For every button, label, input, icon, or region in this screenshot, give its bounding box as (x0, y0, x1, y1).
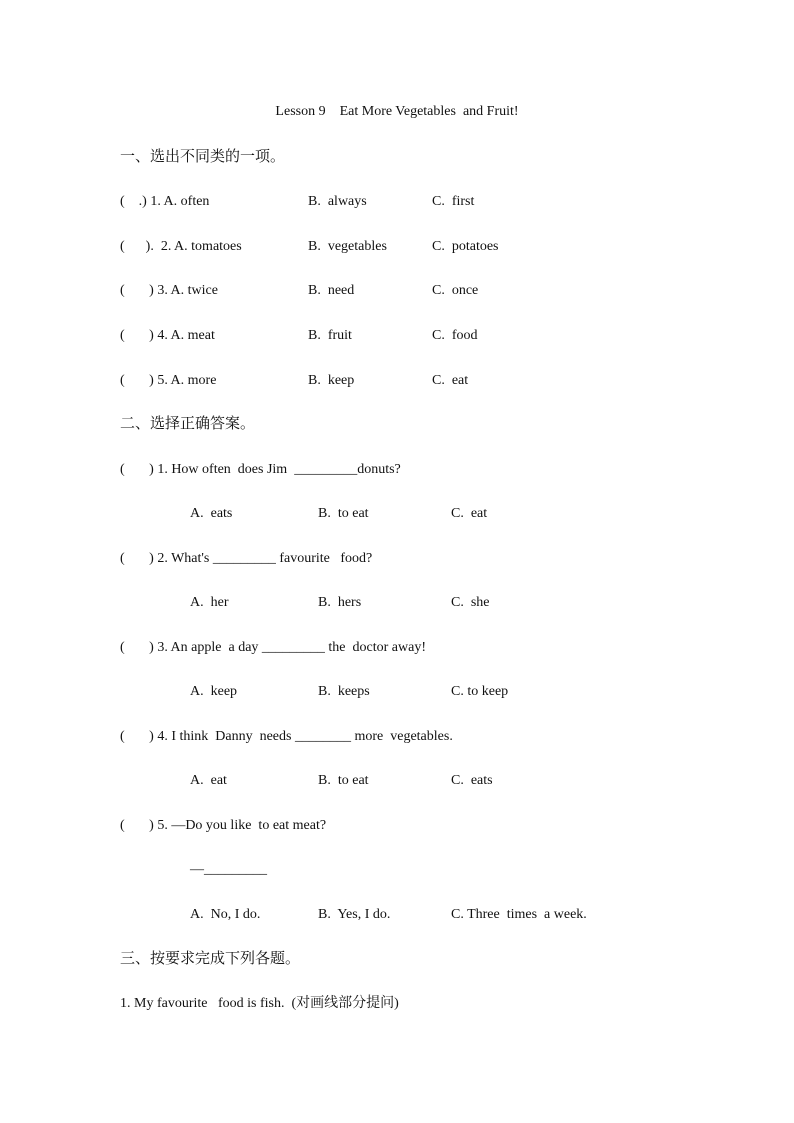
s1-q4-stem: ( ) 4. A. meat (120, 328, 215, 343)
s2-q3-question: ( ) 3. An apple a day _________ the doctor away! (120, 640, 426, 655)
s2-q4-option-c: C. eats (451, 773, 493, 788)
s2-q5-option-a: A. No, I do. (190, 907, 261, 922)
s1-q1-option-b: B. always (308, 194, 367, 209)
s1-q5-stem: ( ) 5. A. more (120, 373, 217, 388)
s1-q3-option-c: C. once (432, 283, 479, 298)
s2-q3-option-a: A. keep (190, 684, 238, 699)
s2-q2-option-b: B. hers (318, 595, 362, 610)
s2-q1-option-a: A. eats (190, 506, 233, 521)
s1-q2-stem: ( ). 2. A. tomatoes (120, 239, 242, 254)
s2-q2-question: ( ) 2. What's _________ favourite food? (120, 551, 373, 566)
s2-q5-option-c: C. Three times a week. (451, 907, 587, 922)
s1-q5-option-c: C. eat (432, 373, 469, 388)
s2-q1-question: ( ) 1. How often does Jim _________donuts? (120, 462, 401, 477)
s1-q3-option-b: B. need (308, 283, 355, 298)
s2-q1-option-c: C. eat (451, 506, 488, 521)
s2-q5-answer-line: —_________ (190, 862, 267, 877)
s1-q3-stem: ( ) 3. A. twice (120, 283, 218, 298)
s2-q4-option-b: B. to eat (318, 773, 369, 788)
s2-q5-question: ( ) 5. —Do you like to eat meat? (120, 818, 327, 833)
section-heading-3: 三、按要求完成下列各题。 (120, 949, 301, 967)
s3-q1-question: 1. My favourite food is fish. (对画线部分提问) (120, 996, 399, 1011)
s1-q5-option-b: B. keep (308, 373, 355, 388)
s2-q2-option-a: A. her (190, 595, 229, 610)
s1-q2-option-c: C. potatoes (432, 239, 499, 254)
s1-q4-option-b: B. fruit (308, 328, 352, 343)
section-heading-1: 一、选出不同类的一项。 (120, 147, 286, 165)
s2-q3-option-c: C. to keep (451, 684, 509, 699)
s1-q1-option-c: C. first (432, 194, 475, 209)
s2-q1-option-b: B. to eat (318, 506, 369, 521)
s2-q2-option-c: C. she (451, 595, 490, 610)
s2-q4-question: ( ) 4. I think Danny needs ________ more vegetables. (120, 729, 453, 744)
section-heading-2: 二、选择正确答案。 (120, 414, 256, 432)
s1-q4-option-c: C. food (432, 328, 478, 343)
s2-q3-option-b: B. keeps (318, 684, 370, 699)
s1-q1-stem: ( .) 1. A. often (120, 194, 210, 209)
s2-q5-option-b: B. Yes, I do. (318, 907, 391, 922)
s1-q2-option-b: B. vegetables (308, 239, 387, 254)
page-title: Lesson 9 Eat More Vegetables and Fruit! (275, 104, 519, 119)
s2-q4-option-a: A. eat (190, 773, 227, 788)
